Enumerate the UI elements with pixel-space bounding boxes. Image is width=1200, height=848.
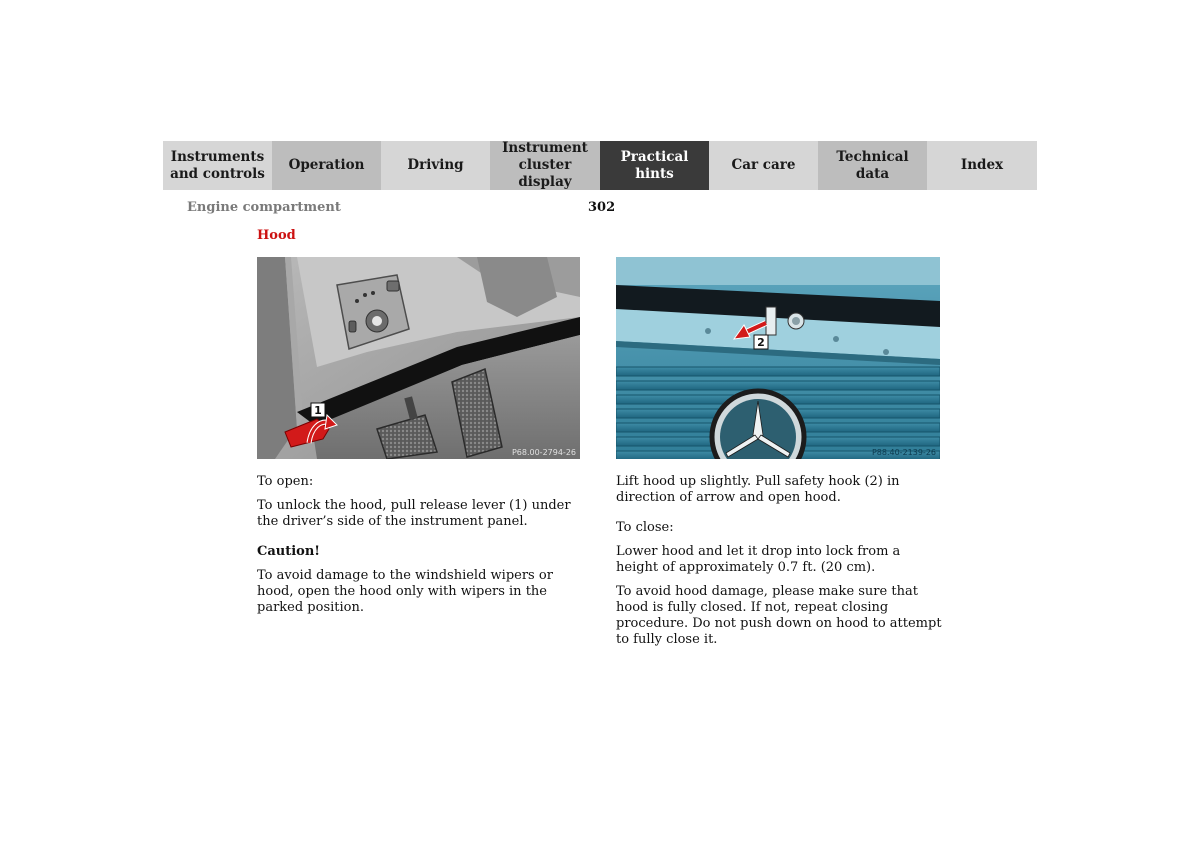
release-lever-figure bbox=[257, 257, 580, 459]
to-open-label: To open: bbox=[257, 474, 314, 489]
tab-car-care[interactable] bbox=[709, 141, 818, 190]
tab-label: Instrument cluster display bbox=[502, 140, 588, 190]
tab-label: Car care bbox=[731, 157, 796, 173]
hood-damage-note: To avoid hood damage, please make sure that hood is fully closed. If not, repeat closing procedure. Do not push down on hood to attempt to fully close it. bbox=[616, 584, 942, 647]
release-lever-illustration bbox=[257, 257, 580, 459]
caution-text: To avoid damage to the windshield wipers or hood, open the hood only with wipers in the parked position. bbox=[257, 568, 553, 615]
to-close-label: To close: bbox=[616, 520, 674, 535]
lift-hood-instruction: Lift hood up slightly. Pull safety hook (2) in direction of arrow and open hood. bbox=[616, 474, 900, 505]
tab-label: Technical data bbox=[836, 148, 909, 182]
tab-index[interactable] bbox=[927, 141, 1037, 190]
safety-hook-figure bbox=[616, 257, 940, 459]
section-heading: Hood bbox=[257, 228, 296, 243]
tab-label: Index bbox=[960, 157, 1004, 173]
right-text-column bbox=[616, 474, 946, 648]
tab-operation[interactable] bbox=[272, 141, 381, 190]
tab-label: Practical hints bbox=[620, 148, 689, 182]
page-number: 302 bbox=[588, 200, 616, 215]
tab-label: Instruments and controls bbox=[170, 148, 265, 182]
chapter-tabs bbox=[163, 141, 1037, 190]
figure-code: P68.00-2794-26 bbox=[511, 448, 576, 457]
safety-hook-illustration bbox=[616, 257, 940, 459]
section-title: Engine compartment bbox=[187, 200, 341, 215]
figure-code: P88.40-2139-26 bbox=[871, 448, 936, 457]
unlock-instruction: To unlock the hood, pull release lever (1) under the driver’s side of the instrument panel. bbox=[257, 498, 571, 529]
tab-technical-data[interactable] bbox=[818, 141, 927, 190]
tab-practical-hints[interactable] bbox=[600, 141, 709, 190]
tab-driving[interactable] bbox=[381, 141, 490, 190]
figure-callout-2: 2 bbox=[757, 336, 765, 349]
tab-label: Operation bbox=[288, 157, 365, 173]
tab-instrument-cluster-display[interactable] bbox=[490, 141, 600, 190]
lower-hood-instruction: Lower hood and let it drop into lock from a height of approximately 0.7 ft. (20 cm). bbox=[616, 544, 901, 575]
tab-label: Driving bbox=[407, 157, 464, 173]
figure-callout-1: 1 bbox=[314, 404, 322, 417]
left-text-column bbox=[257, 474, 587, 616]
tab-instruments-and-controls[interactable] bbox=[163, 141, 272, 190]
caution-heading: Caution! bbox=[257, 544, 320, 559]
